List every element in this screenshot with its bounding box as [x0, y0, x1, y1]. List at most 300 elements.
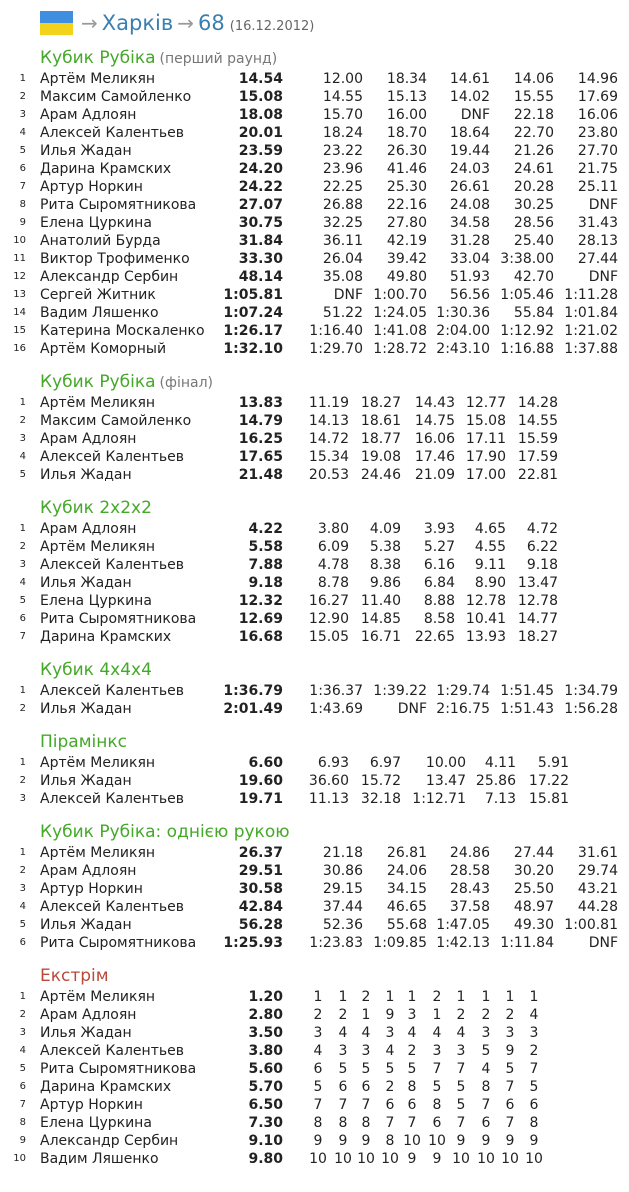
- judge-score: 10: [428, 1133, 446, 1149]
- attempt-time: 29.15: [322, 881, 363, 897]
- competitor-name: Максим Самойленко: [40, 413, 192, 429]
- attempt-time: 4.78: [317, 557, 349, 573]
- attempt-time: DNF: [397, 701, 427, 717]
- attempt-time: 1:30.36: [436, 305, 490, 321]
- judge-score: 6: [407, 1097, 417, 1113]
- result-row: [0, 1114, 629, 1132]
- judge-score: 8: [385, 1133, 395, 1149]
- competitor-name: Алексей Калентьев: [40, 1043, 184, 1059]
- attempt-time: 1:34.79: [564, 683, 618, 699]
- attempt-time: 1:28.72: [373, 341, 427, 357]
- judge-score: 4: [456, 1025, 466, 1041]
- rank: 2: [19, 775, 26, 786]
- competitor-name: Максим Самойленко: [40, 89, 192, 105]
- competitor-name: Артём Меликян: [40, 845, 156, 861]
- attempt-time: 1:39.22: [373, 683, 427, 699]
- attempt-time: 5.27: [423, 539, 455, 555]
- event-title-text: Кубик Рубіка: однією рукою: [40, 822, 290, 842]
- result-row: [0, 880, 629, 898]
- attempt-time: 12.00: [322, 71, 363, 87]
- attempt-time: 18.70: [386, 125, 427, 141]
- judge-score: 5: [313, 1079, 323, 1095]
- competitor-name: Артём Коморный: [40, 341, 167, 357]
- attempt-time: 25.50: [513, 881, 554, 897]
- judge-score: 9: [361, 1133, 371, 1149]
- judge-score: 3: [529, 1025, 539, 1041]
- best-result: 18.08: [238, 107, 283, 123]
- judge-score: 3: [505, 1025, 515, 1041]
- attempt-time: 17.11: [465, 431, 506, 447]
- attempt-time: 17.69: [577, 89, 618, 105]
- attempt-time: 15.81: [528, 791, 569, 807]
- attempt-time: 42.19: [386, 233, 427, 249]
- rank: 2: [19, 415, 26, 426]
- attempt-time: 1:42.13: [436, 935, 490, 951]
- rank: 5: [19, 919, 26, 930]
- attempt-time: 32.18: [360, 791, 401, 807]
- rank: 3: [19, 1027, 26, 1038]
- rank: 8: [19, 199, 26, 210]
- result-row: [0, 790, 629, 808]
- attempt-time: 1:43.69: [309, 701, 363, 717]
- competitor-name: Арам Адлоян: [40, 107, 137, 123]
- competitor-name: Елена Цуркина: [40, 215, 152, 231]
- judge-score: 6: [313, 1061, 323, 1077]
- result-row: [0, 1078, 629, 1096]
- attempt-time: 39.42: [386, 251, 427, 267]
- judge-score: 4: [481, 1061, 491, 1077]
- attempt-time: 6.84: [423, 575, 455, 591]
- judge-score: 7: [505, 1115, 515, 1131]
- attempt-time: 33.04: [449, 251, 490, 267]
- judge-score: 10: [357, 1151, 375, 1167]
- result-row: [0, 1150, 629, 1168]
- attempt-time: DNF: [460, 107, 490, 123]
- judge-score: 1: [481, 989, 491, 1005]
- attempt-time: 51.93: [449, 269, 490, 285]
- best-result: 26.37: [238, 845, 283, 861]
- competitor-name: Сергей Житник: [40, 287, 156, 303]
- competitor-name: Катерина Москаленко: [40, 323, 205, 339]
- rank: 6: [19, 1081, 26, 1092]
- attempt-time: 6.16: [423, 557, 455, 573]
- judge-score: 2: [505, 1007, 515, 1023]
- judge-score: 9: [505, 1133, 515, 1149]
- attempt-time: 27.70: [577, 143, 618, 159]
- judge-score: 6: [385, 1097, 395, 1113]
- event-title: [40, 732, 127, 752]
- attempt-time: DNF: [588, 197, 618, 213]
- attempt-time: 15.34: [308, 449, 349, 465]
- attempt-time: 49.80: [386, 269, 427, 285]
- judge-score: 6: [529, 1097, 539, 1113]
- result-row: [0, 844, 629, 862]
- city-link[interactable]: Харків: [101, 11, 174, 35]
- attempt-time: 11.13: [308, 791, 349, 807]
- judge-score: 5: [432, 1079, 442, 1095]
- attempt-time: 16.27: [308, 593, 349, 609]
- result-row: [0, 862, 629, 880]
- best-result: 14.54: [238, 71, 283, 87]
- judge-score: 9: [529, 1133, 539, 1149]
- judge-score: 8: [407, 1079, 417, 1095]
- result-row: [0, 196, 629, 214]
- judge-score: 1: [407, 989, 417, 1005]
- competitor-name: Илья Жадан: [40, 773, 132, 789]
- attempt-time: 1:16.88: [500, 341, 554, 357]
- attempt-time: 24.46: [360, 467, 401, 483]
- attempt-time: 26.88: [322, 197, 363, 213]
- judge-score: 7: [385, 1115, 395, 1131]
- best-result: 3.80: [248, 1043, 283, 1059]
- attempt-time: 26.30: [386, 143, 427, 159]
- best-result: 5.60: [248, 1061, 283, 1077]
- judge-score: 7: [361, 1097, 371, 1113]
- result-row: [0, 340, 629, 358]
- attempt-time: 24.61: [513, 161, 554, 177]
- attempt-time: 14.85: [360, 611, 401, 627]
- attempt-time: 26.81: [386, 845, 427, 861]
- competitor-name: Арам Адлоян: [40, 431, 137, 447]
- rank: 1: [19, 523, 26, 534]
- attempt-time: 22.25: [322, 179, 363, 195]
- attempt-time: 36.60: [308, 773, 349, 789]
- judge-score: 3: [361, 1043, 371, 1059]
- attempt-time: 4.55: [474, 539, 506, 555]
- attempt-time: 23.80: [577, 125, 618, 141]
- results-table: [0, 394, 629, 484]
- judge-score: 7: [456, 1115, 466, 1131]
- attempt-time: 28.43: [449, 881, 490, 897]
- best-result: 14.79: [238, 413, 283, 429]
- attempt-time: 20.53: [308, 467, 349, 483]
- attempt-time: 34.58: [449, 215, 490, 231]
- best-result: 31.84: [238, 233, 283, 249]
- attempt-time: 20.28: [513, 179, 554, 195]
- judge-score: 2: [481, 1007, 491, 1023]
- attempt-time: 8.38: [369, 557, 401, 573]
- rank: 11: [13, 253, 26, 264]
- judge-score: 6: [505, 1097, 515, 1113]
- event-title-text: Кубик 2x2x2: [40, 498, 152, 518]
- competitor-name: Илья Жадан: [40, 917, 132, 933]
- rank: 16: [13, 343, 26, 354]
- attempt-time: 32.25: [322, 215, 363, 231]
- attempt-time: 6.22: [526, 539, 558, 555]
- best-result: 20.01: [238, 125, 283, 141]
- attempt-time: 1:29.74: [436, 683, 490, 699]
- attempt-time: 27.44: [513, 845, 554, 861]
- rank: 1: [19, 991, 26, 1002]
- result-row: [0, 556, 629, 574]
- attempt-time: 44.28: [577, 899, 618, 915]
- rank: 8: [19, 1117, 26, 1128]
- competitor-name: Алексей Калентьев: [40, 683, 184, 699]
- attempt-time: 15.59: [517, 431, 558, 447]
- attempt-time: 16.00: [386, 107, 427, 123]
- attempt-time: 1:51.45: [500, 683, 554, 699]
- judge-score: 3: [481, 1025, 491, 1041]
- results-table: [0, 70, 629, 358]
- attempt-time: 8.90: [474, 575, 506, 591]
- attempt-time: 14.28: [517, 395, 558, 411]
- attempt-time: 1:11.84: [500, 935, 554, 951]
- result-row: [0, 754, 629, 772]
- result-row: [0, 160, 629, 178]
- competitor-name: Елена Цуркина: [40, 1115, 152, 1131]
- attempt-time: 29.74: [577, 863, 618, 879]
- attempt-time: 3:38.00: [500, 251, 554, 267]
- attempt-time: 31.43: [577, 215, 618, 231]
- judge-score: 4: [361, 1025, 371, 1041]
- attempt-time: 27.44: [577, 251, 618, 267]
- result-row: [0, 322, 629, 340]
- judge-score: 9: [505, 1043, 515, 1059]
- result-row: [0, 898, 629, 916]
- attempt-time: 1:11.28: [564, 287, 618, 303]
- rank: 3: [19, 883, 26, 894]
- attempt-time: 12.78: [517, 593, 558, 609]
- best-result: 7.30: [248, 1115, 283, 1131]
- results-table: [0, 988, 629, 1168]
- event-title: [40, 498, 152, 518]
- judge-score: 1: [432, 1007, 442, 1023]
- judge-score: 9: [385, 1007, 395, 1023]
- attempt-time: 2:16.75: [436, 701, 490, 717]
- attempt-time: 4.72: [526, 521, 558, 537]
- competitor-name: Артём Меликян: [40, 539, 156, 555]
- attempt-time: 18.61: [360, 413, 401, 429]
- best-result: 5.70: [248, 1079, 283, 1095]
- result-row: [0, 106, 629, 124]
- attempt-time: 55.68: [386, 917, 427, 933]
- attempt-time: 24.03: [449, 161, 490, 177]
- judge-score: 5: [456, 1079, 466, 1095]
- result-row: [0, 934, 629, 952]
- event-title: [40, 660, 152, 680]
- attempt-time: 19.44: [449, 143, 490, 159]
- attempt-time: 17.90: [465, 449, 506, 465]
- result-row: [0, 142, 629, 160]
- attempt-time: 25.40: [513, 233, 554, 249]
- event-round: (фінал): [159, 375, 214, 391]
- competitor-name: Илья Жадан: [40, 701, 132, 717]
- competitor-name: Вадим Ляшенко: [40, 1151, 159, 1167]
- page-header: [40, 8, 314, 38]
- attempt-time: 14.02: [449, 89, 490, 105]
- judge-score: 3: [385, 1025, 395, 1041]
- attempt-time: 14.72: [308, 431, 349, 447]
- attempt-time: 43.21: [577, 881, 618, 897]
- judge-score: 9: [313, 1133, 323, 1149]
- rank: 12: [13, 271, 26, 282]
- best-result: 24.20: [238, 161, 283, 177]
- result-row: [0, 304, 629, 322]
- attempt-time: 8.88: [423, 593, 455, 609]
- best-result: 6.50: [248, 1097, 283, 1113]
- event-title-text: Кубик Рубіка: [40, 48, 156, 68]
- attempt-time: 23.96: [322, 161, 363, 177]
- competition-date: (16.12.2012): [229, 18, 315, 34]
- rank: 5: [19, 1063, 26, 1074]
- result-row: [0, 1042, 629, 1060]
- attempt-time: 14.55: [322, 89, 363, 105]
- rank: 1: [19, 757, 26, 768]
- attempt-time: 13.47: [517, 575, 558, 591]
- competitor-name: Рита Сыромятникова: [40, 611, 197, 627]
- judge-score: 5: [361, 1061, 371, 1077]
- rank: 6: [19, 163, 26, 174]
- event-round: (перший раунд): [159, 51, 278, 67]
- competitor-name: Елена Цуркина: [40, 593, 152, 609]
- attempt-time: 1:01.84: [564, 305, 618, 321]
- attempt-time: 30.20: [513, 863, 554, 879]
- judge-score: 5: [529, 1079, 539, 1095]
- ukraine-flag-icon: [40, 11, 73, 35]
- judge-score: 2: [313, 1007, 323, 1023]
- best-result: 23.59: [238, 143, 283, 159]
- attempt-time: 23.22: [322, 143, 363, 159]
- judge-score: 6: [432, 1115, 442, 1131]
- competitor-name: Артём Меликян: [40, 71, 156, 87]
- results-table: [0, 520, 629, 646]
- rank: 9: [19, 1135, 26, 1146]
- competitor-name: Анатолий Бурда: [40, 233, 161, 249]
- attempt-time: DNF: [588, 935, 618, 951]
- best-result: 6.60: [248, 755, 283, 771]
- judge-score: 3: [456, 1043, 466, 1059]
- results-table: [0, 844, 629, 952]
- attempt-time: 14.55: [517, 413, 558, 429]
- best-result: 29.51: [238, 863, 283, 879]
- result-row: [0, 1024, 629, 1042]
- attempt-time: 1:51.43: [500, 701, 554, 717]
- attempt-time: 9.86: [369, 575, 401, 591]
- judge-score: 2: [385, 1079, 395, 1095]
- attempt-time: 3.93: [423, 521, 455, 537]
- attempt-time: 18.27: [360, 395, 401, 411]
- attempt-time: 13.93: [465, 629, 506, 645]
- attempt-time: 9.18: [526, 557, 558, 573]
- attempt-time: 1:23.83: [309, 935, 363, 951]
- judge-score: 4: [313, 1043, 323, 1059]
- competitor-name: Алексей Калентьев: [40, 899, 184, 915]
- best-result: 12.32: [238, 593, 283, 609]
- rank: 5: [19, 145, 26, 156]
- attempt-time: 30.86: [322, 863, 363, 879]
- rank: 1: [19, 685, 26, 696]
- attempt-time: 24.06: [386, 863, 427, 879]
- competitor-name: Александр Сербин: [40, 269, 179, 285]
- attempt-time: 25.30: [386, 179, 427, 195]
- rank: 1: [19, 847, 26, 858]
- result-row: [0, 394, 629, 412]
- attempt-time: 52.36: [322, 917, 363, 933]
- attempt-time: 27.80: [386, 215, 427, 231]
- attempt-time: 14.61: [449, 71, 490, 87]
- result-row: [0, 466, 629, 484]
- best-result: 16.68: [238, 629, 283, 645]
- attempt-time: 1:12.71: [412, 791, 466, 807]
- judge-score: 9: [338, 1133, 348, 1149]
- attempt-time: 18.77: [360, 431, 401, 447]
- rank: 7: [19, 631, 26, 642]
- attempt-time: 1:16.40: [309, 323, 363, 339]
- attempt-time: 14.77: [517, 611, 558, 627]
- attempt-time: 18.64: [449, 125, 490, 141]
- attempt-time: 22.81: [517, 467, 558, 483]
- rank: 2: [19, 91, 26, 102]
- attempt-time: 49.30: [513, 917, 554, 933]
- judge-score: 4: [529, 1007, 539, 1023]
- attempt-time: 5.91: [537, 755, 569, 771]
- attempt-time: 2:43.10: [436, 341, 490, 357]
- judge-score: 6: [481, 1115, 491, 1131]
- result-row: [0, 430, 629, 448]
- attempt-time: 18.34: [386, 71, 427, 87]
- best-result: 13.83: [238, 395, 283, 411]
- result-row: [0, 214, 629, 232]
- attempt-time: 10.41: [465, 611, 506, 627]
- competitor-name: Дарина Крамских: [40, 161, 172, 177]
- attempt-time: 15.72: [360, 773, 401, 789]
- best-result: 1:05.81: [223, 287, 283, 303]
- best-result: 5.58: [248, 539, 283, 555]
- judge-score: 8: [529, 1115, 539, 1131]
- competitor-name: Илья Жадан: [40, 1025, 132, 1041]
- judge-score: 10: [309, 1151, 327, 1167]
- judge-score: 1: [361, 1007, 371, 1023]
- rank: 15: [13, 325, 26, 336]
- rank: 4: [19, 127, 26, 138]
- result-row: [0, 682, 629, 700]
- attempt-time: 9.11: [474, 557, 506, 573]
- best-result: 2:01.49: [223, 701, 283, 717]
- best-result: 7.88: [248, 557, 283, 573]
- best-result: 1:07.24: [223, 305, 283, 321]
- attempt-time: 30.25: [513, 197, 554, 213]
- result-row: [0, 412, 629, 430]
- attempt-time: 14.96: [577, 71, 618, 87]
- rank: 3: [19, 559, 26, 570]
- judge-score: 2: [338, 1007, 348, 1023]
- attempt-time: 1:56.28: [564, 701, 618, 717]
- attempt-time: 24.08: [449, 197, 490, 213]
- attempt-time: 1:12.92: [500, 323, 554, 339]
- judge-score: 7: [529, 1061, 539, 1077]
- attempt-time: 28.56: [513, 215, 554, 231]
- best-result: 19.71: [238, 791, 283, 807]
- event-title: [40, 372, 213, 392]
- attempt-time: 4.65: [474, 521, 506, 537]
- attempt-time: 1:05.46: [500, 287, 554, 303]
- rank: 6: [19, 937, 26, 948]
- result-row: [0, 124, 629, 142]
- attempt-time: 35.08: [322, 269, 363, 285]
- competitor-name: Арам Адлоян: [40, 863, 137, 879]
- rank: 13: [13, 289, 26, 300]
- judge-score: 5: [481, 1043, 491, 1059]
- attempt-time: 14.43: [414, 395, 455, 411]
- result-row: [0, 88, 629, 106]
- competition-number-link[interactable]: 68: [198, 11, 225, 35]
- best-result: 1:26.17: [223, 323, 283, 339]
- attempt-time: 2:04.00: [436, 323, 490, 339]
- result-row: [0, 448, 629, 466]
- judge-score: 2: [432, 989, 442, 1005]
- judge-score: 8: [338, 1115, 348, 1131]
- judge-score: 10: [525, 1151, 543, 1167]
